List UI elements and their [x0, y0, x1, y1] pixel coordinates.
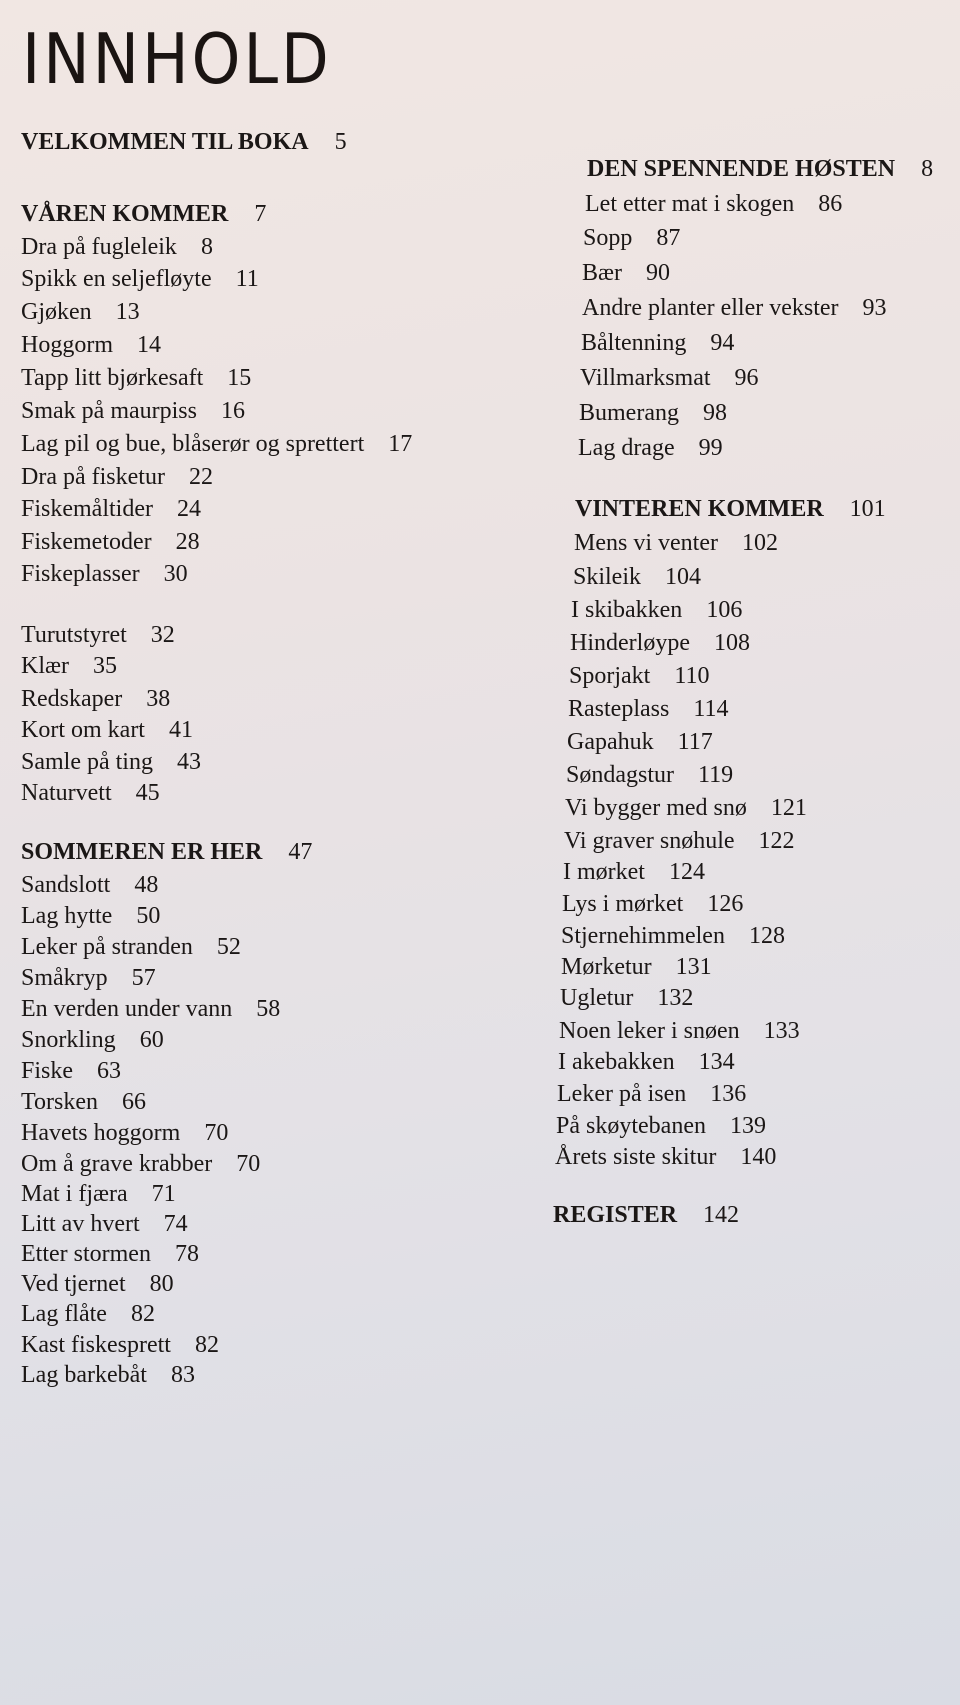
toc-entry-title: Naturvett — [21, 780, 112, 806]
toc-page-number: 102 — [741, 530, 778, 556]
toc-entry-title: Hoggorm — [21, 332, 113, 358]
toc-entry-title: I akebakken — [558, 1049, 675, 1075]
toc-entry — [21, 779, 160, 807]
toc-page-number: 48 — [134, 872, 159, 898]
toc-entry-title: Leker på isen — [557, 1081, 687, 1107]
toc-entry-title: Lys i mørket — [562, 891, 684, 917]
toc-entry-title: Turutstyret — [21, 622, 127, 648]
toc-page-number: 132 — [657, 985, 694, 1011]
toc-entry-title: Mørketur — [561, 954, 652, 980]
toc-entry-title: Søndagstur — [566, 762, 674, 788]
toc-entry-title: Klær — [21, 653, 69, 679]
toc-page-number: 32 — [150, 622, 175, 648]
toc-entry — [570, 629, 750, 657]
toc-section-heading — [575, 495, 886, 523]
toc-page-number: 30 — [163, 561, 188, 587]
toc-section-heading — [587, 155, 933, 183]
toc-entry-title: Smak på maurpiss — [21, 398, 197, 424]
toc-page-number: 140 — [740, 1144, 777, 1170]
toc-page-number: 22 — [188, 464, 213, 490]
toc-entry-title: Stjernehimmelen — [561, 923, 725, 949]
toc-page-number: 128 — [748, 923, 785, 949]
toc-entry — [21, 621, 175, 649]
toc-entry — [21, 430, 412, 458]
toc-entry — [581, 329, 734, 357]
toc-entry-title: Snorkling — [21, 1027, 116, 1053]
toc-entry-title: Noen leker i snøen — [559, 1018, 740, 1044]
toc-entry — [562, 890, 743, 918]
toc-entry-title: Havets hoggorm — [21, 1120, 181, 1146]
toc-page-number: 13 — [115, 299, 140, 325]
toc-page-number: 45 — [135, 780, 160, 806]
toc-entry-title: Kast fiskesprett — [21, 1332, 171, 1358]
toc-page-number: 8 — [200, 234, 213, 260]
toc-page-number: 57 — [131, 965, 156, 991]
toc-entry-title: Spikk en seljefløyte — [21, 266, 212, 292]
toc-entry-title: Årets siste skitur — [555, 1144, 717, 1170]
toc-page-number: 63 — [97, 1058, 122, 1084]
toc-entry-title: Dra på fisketur — [21, 464, 165, 490]
toc-section-heading — [21, 838, 312, 866]
toc-entry — [555, 1143, 776, 1171]
toc-entry-title: Lag flåte — [21, 1301, 107, 1327]
toc-page-number: 104 — [665, 564, 702, 590]
toc-entry — [21, 528, 200, 556]
toc-page-number: 50 — [136, 903, 161, 929]
toc-entry — [21, 265, 259, 293]
toc-entry — [21, 902, 160, 930]
toc-entry-title: Fiskemåltider — [21, 496, 153, 522]
toc-page-number: 43 — [176, 749, 201, 775]
toc-entry — [573, 563, 701, 591]
toc-entry-title: Let etter mat i skogen — [585, 191, 795, 217]
toc-entry — [21, 1057, 121, 1085]
toc-entry-title: Lag hytte — [21, 903, 113, 929]
toc-entry — [21, 871, 158, 899]
toc-entry — [571, 596, 742, 624]
toc-entry — [565, 794, 807, 822]
toc-page-number: 131 — [675, 954, 712, 980]
toc-entry — [566, 761, 733, 789]
toc-page-number: 133 — [763, 1018, 800, 1044]
toc-page-number: 35 — [93, 653, 117, 679]
toc-page-number: 8 — [921, 156, 934, 182]
toc-entry — [21, 995, 280, 1023]
toc-page-number: 124 — [668, 859, 705, 885]
toc-entry-title: Leker på stranden — [21, 934, 193, 960]
toc-page-number: 74 — [163, 1211, 188, 1237]
toc-entry-title: Mat i fjæra — [21, 1181, 128, 1207]
toc-entry — [563, 858, 705, 886]
toc-page-number: 71 — [151, 1181, 176, 1207]
toc-entry — [21, 1240, 199, 1268]
toc-entry-title: VINTEREN KOMMER — [575, 496, 824, 522]
toc-entry — [21, 1180, 176, 1208]
toc-entry — [21, 1210, 188, 1238]
toc-entry-title: Fiske — [21, 1058, 74, 1084]
toc-entry — [582, 294, 887, 322]
toc-entry-title: Etter stormen — [21, 1241, 151, 1267]
toc-entry-title: Sporjakt — [569, 663, 651, 689]
toc-entry — [21, 685, 170, 713]
toc-page-number: 83 — [170, 1362, 195, 1388]
toc-page-number: 38 — [146, 686, 171, 712]
toc-entry — [567, 728, 713, 756]
toc-entry — [578, 434, 723, 462]
toc-page-number: 98 — [702, 400, 727, 426]
toc-entry-title: DEN SPENNENDE HØSTEN — [587, 156, 896, 182]
toc-entry-title: Lag drage — [578, 435, 675, 461]
toc-entry-title: SOMMEREN ER HER — [21, 839, 263, 865]
toc-page-number: 119 — [698, 762, 734, 788]
toc-entry-title: Villmarksmat — [580, 365, 711, 391]
toc-entry-title: Vi bygger med snø — [565, 795, 747, 821]
toc-entry-title: På skøytebanen — [556, 1113, 706, 1139]
toc-page-number: 136 — [710, 1081, 747, 1107]
toc-page-number: 66 — [121, 1089, 146, 1115]
toc-entry-title: Hinderløype — [570, 630, 690, 656]
toc-entry-title: Litt av hvert — [21, 1211, 140, 1237]
toc-entry — [21, 560, 188, 588]
toc-entry — [558, 1048, 735, 1076]
toc-page-number: 82 — [194, 1332, 219, 1358]
toc-entry — [21, 1088, 146, 1116]
toc-page-number: 60 — [139, 1027, 164, 1053]
toc-entry — [21, 1361, 195, 1389]
toc-entry-title: Om å grave krabber — [21, 1151, 213, 1177]
toc-entry-title: Andre planter eller vekster — [582, 295, 839, 321]
toc-entry — [561, 953, 712, 981]
toc-entry — [21, 397, 245, 425]
toc-entry — [21, 1270, 174, 1298]
toc-page-number: 16 — [220, 398, 245, 424]
toc-page-number: 90 — [646, 260, 671, 286]
toc-entry — [21, 364, 251, 392]
toc-entry-title: VELKOMMEN TIL BOKA — [21, 129, 309, 155]
toc-entry-title: Dra på fugleleik — [21, 234, 177, 260]
toc-entry-title: REGISTER — [553, 1202, 678, 1228]
toc-entry — [564, 827, 795, 855]
toc-entry-title: VÅREN KOMMER — [21, 201, 229, 227]
toc-entry-title: Skileik — [573, 564, 642, 590]
toc-entry — [583, 224, 680, 252]
toc-entry-title: Sandslott — [21, 872, 111, 898]
toc-entry — [21, 1331, 219, 1359]
toc-entry — [560, 984, 693, 1012]
toc-page-number: 5 — [334, 129, 347, 155]
toc-entry — [21, 716, 193, 744]
toc-page-number: 52 — [216, 934, 241, 960]
toc-entry — [582, 259, 670, 287]
toc-entry-title: Gjøken — [21, 299, 92, 325]
toc-entry — [579, 399, 727, 427]
toc-entry — [21, 964, 156, 992]
toc-entry — [21, 1150, 260, 1178]
toc-entry-title: Ugletur — [560, 985, 634, 1011]
toc-entry-title: Lag barkebåt — [21, 1362, 147, 1388]
toc-entry-title: Ved tjernet — [21, 1271, 126, 1297]
toc-entry — [21, 1119, 228, 1147]
toc-section-heading — [553, 1201, 739, 1229]
toc-page-number: 14 — [137, 332, 161, 358]
toc-entry-title: I mørket — [563, 859, 645, 885]
toc-entry-title: Torsken — [21, 1089, 98, 1115]
toc-page-number: 28 — [175, 529, 200, 555]
toc-page-number: 86 — [818, 191, 843, 217]
toc-entry-title: Fiskeplasser — [21, 561, 140, 587]
toc-page-number: 17 — [388, 431, 413, 457]
toc-entry-title: Redskaper — [21, 686, 123, 712]
toc-entry — [21, 331, 161, 359]
toc-entry-title: Båltenning — [581, 330, 687, 356]
toc-page-number: 70 — [204, 1120, 229, 1146]
toc-entry-title: Tapp litt bjørkesaft — [21, 365, 204, 391]
toc-entry — [21, 1026, 164, 1054]
toc-page-number: 7 — [254, 201, 267, 227]
toc-entry — [556, 1112, 766, 1140]
toc-entry-title: I skibakken — [571, 597, 683, 623]
toc-entry — [557, 1080, 746, 1108]
toc-page-number: 70 — [236, 1151, 261, 1177]
toc-entry-title: Rasteplass — [568, 696, 670, 722]
toc-page-number: 139 — [729, 1113, 766, 1139]
toc-entry-title: Bumerang — [579, 400, 679, 426]
toc-page-number: 121 — [770, 795, 807, 821]
toc-entry-title: Samle på ting — [21, 749, 153, 775]
toc-page-number: 134 — [698, 1049, 735, 1075]
toc-entry-title: Fiskemetoder — [21, 529, 152, 555]
toc-page-number: 47 — [288, 839, 313, 865]
toc-page-number: 108 — [713, 630, 750, 656]
toc-section-heading — [21, 200, 266, 228]
toc-entry — [21, 933, 241, 961]
toc-entry — [21, 463, 213, 491]
toc-page-number: 101 — [849, 496, 886, 522]
toc-page-number: 99 — [698, 435, 723, 461]
toc-entry-title: En verden under vann — [21, 996, 233, 1022]
toc-section-heading — [21, 128, 347, 156]
toc-entry-title: Kort om kart — [21, 717, 145, 743]
toc-entry-title: Bær — [582, 260, 623, 286]
toc-page-number: 94 — [710, 330, 735, 356]
toc-entry-title: Mens vi venter — [574, 530, 718, 556]
toc-entry — [580, 364, 759, 392]
toc-entry — [585, 190, 842, 218]
toc-entry — [559, 1017, 800, 1045]
toc-page-number: 58 — [256, 996, 281, 1022]
toc-page-number: 11 — [235, 266, 259, 292]
toc-entry — [561, 922, 785, 950]
toc-page-number: 87 — [656, 225, 681, 251]
toc-entry — [21, 748, 201, 776]
toc-page-number: 114 — [693, 696, 729, 722]
toc-entry-title: Sopp — [583, 225, 633, 251]
toc-page-number: 82 — [130, 1301, 155, 1327]
toc-page-number: 15 — [227, 365, 252, 391]
toc-page-number: 142 — [703, 1202, 740, 1228]
toc-page-number: 80 — [149, 1271, 174, 1297]
toc-entry — [574, 529, 778, 557]
toc-entry — [569, 662, 709, 690]
toc-page-number: 41 — [168, 717, 193, 743]
toc-entry — [21, 233, 213, 261]
toc-entry — [21, 298, 140, 326]
toc-entry — [21, 1300, 155, 1328]
toc-entry — [568, 695, 728, 723]
toc-entry-title: Lag pil og bue, blåserør og sprettert — [21, 431, 365, 457]
toc-entry-title: Vi graver snøhule — [564, 828, 735, 854]
toc-page-number: 106 — [706, 597, 743, 623]
toc-entry — [21, 652, 117, 680]
toc-page-number: 96 — [734, 365, 759, 391]
toc-entry-title: Gapahuk — [567, 729, 654, 755]
toc-page-number: 24 — [176, 496, 201, 522]
toc-entry-title: Småkryp — [21, 965, 108, 991]
toc-entry — [21, 495, 201, 523]
toc-page-number: 78 — [174, 1241, 199, 1267]
toc-page-number: 110 — [674, 663, 710, 689]
toc-page-number: 126 — [707, 891, 744, 917]
page-title: INNHOLD — [22, 18, 332, 100]
toc-page-number: 122 — [758, 828, 795, 854]
toc-page-number: 117 — [677, 729, 713, 755]
toc-page-number: 93 — [862, 295, 887, 321]
